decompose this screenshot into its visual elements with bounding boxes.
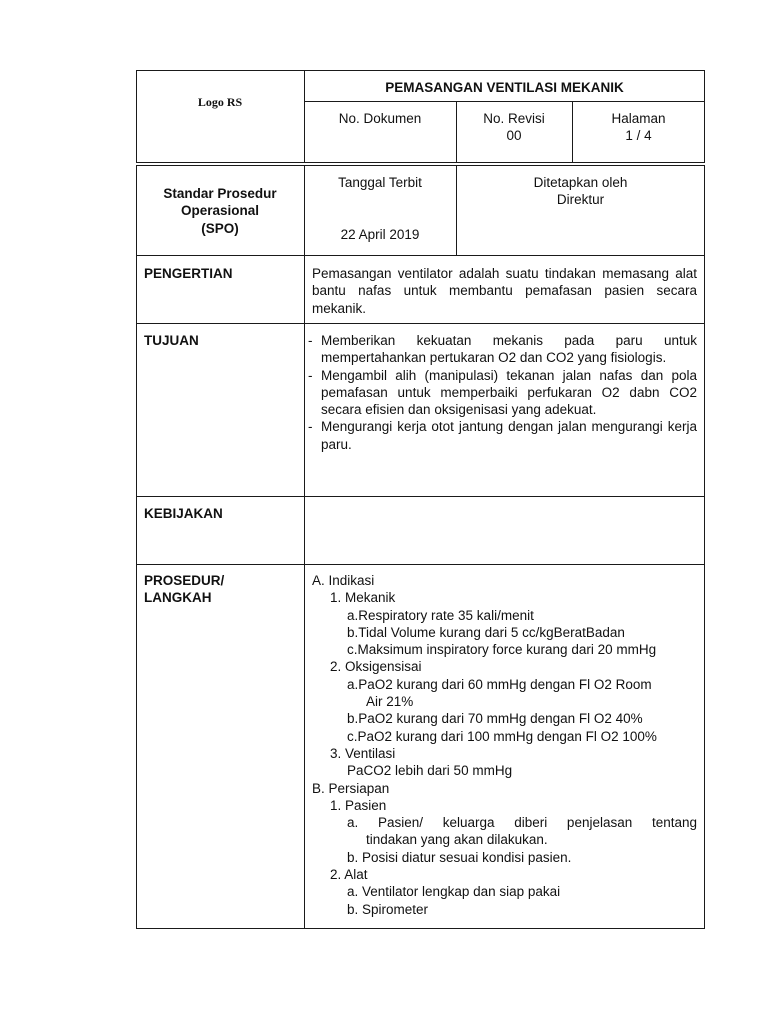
- approved-by: [456, 174, 705, 209]
- step-a2-title: 2. Oksigensisai: [330, 659, 422, 675]
- spo-title-line-2: Operasional: [180, 203, 260, 219]
- approved-by-line-1: Ditetapkan oleh: [533, 175, 628, 190]
- page-value: 1 / 4: [625, 128, 652, 143]
- step-a2b: b.PaO2 kurang dari 70 mmHg dengan Fl O2 40%: [347, 711, 643, 727]
- step-b1a-text: a. Pasien/ keluarga diberi penjelasan tentang: [347, 815, 697, 831]
- approved-by-line-2: Direktur: [556, 192, 605, 208]
- tujuan-list: [308, 332, 697, 453]
- tujuan-item-text: Memberikan kekuatan mekanis pada paru untuk mempertahankan pertukaran O2 dan CO2 yang fisiologis.: [321, 333, 697, 366]
- document-title: PEMASANGAN VENTILASI MEKANIK: [385, 80, 624, 95]
- step-b1a-cont: tindakan yang akan dilakukan.: [366, 832, 548, 848]
- row-divider-3: [136, 496, 705, 497]
- row-divider-4: [136, 564, 705, 565]
- tujuan-item-text: Mengurangi kerja otot jantung dengan jalan mengurangi kerja paru.: [321, 419, 697, 452]
- spo-title-line-1: Standar Prosedur: [163, 186, 277, 201]
- header-title-divider: [304, 101, 705, 102]
- page-label: Halaman: [611, 111, 666, 126]
- step-a2a: a.PaO2 kurang dari 60 mmHg dengan Fl O2 Room: [347, 676, 652, 692]
- tujuan-item: [308, 367, 697, 419]
- step-b2-title: 2. Alat: [330, 867, 368, 883]
- step-b-title: B. Persiapan: [312, 780, 390, 796]
- step-b1b: b. Posisi diatur sesuai kondisi pasien.: [347, 849, 572, 865]
- spo-title-line-3: (SPO): [201, 220, 239, 236]
- step-a1-title: 1. Mekanik: [330, 590, 396, 606]
- prosedur-list: [312, 572, 697, 918]
- step-a2a-cont: Air 21%: [366, 694, 414, 710]
- step-a2c: c.PaO2 kurang dari 100 mmHg dengan Fl O2 100%: [347, 728, 657, 744]
- section-label-tujuan: TUJUAN: [144, 333, 199, 348]
- step-b2b: b. Spirometer: [347, 901, 429, 917]
- step-a3-title: 3. Ventilasi: [330, 745, 396, 761]
- step-b2a: a. Ventilator lengkap dan siap pakai: [347, 884, 561, 900]
- section-label-kebijakan: KEBIJAKAN: [144, 506, 223, 521]
- tujuan-item-text: Mengambil alih (manipulasi) tekanan jalan nafas dan pola pemafasan untuk memperbaiki perfukaran O2 dabn CO2 secara efisien dan oksigenisasi yang adekuat.: [321, 367, 697, 418]
- tujuan-item: [308, 418, 697, 453]
- list-bullet: -: [308, 333, 313, 348]
- revision-value: 00: [506, 128, 522, 143]
- section-label-prosedur: [144, 572, 224, 607]
- issue-date-label: Tanggal Terbit: [338, 175, 422, 190]
- revision-label: No. Revisi: [483, 111, 545, 126]
- step-a-title: A. Indikasi: [312, 573, 375, 588]
- label-column-divider: [304, 165, 305, 929]
- step-b1a: [312, 814, 697, 831]
- pengertian-text: Pemasangan ventilator adalah suatu tindakan memasang alat bantu nafas untuk membantu pemafasan pasien secara mekanik.: [312, 266, 697, 316]
- prosedur-label-line-2: LANGKAH: [144, 590, 212, 606]
- list-bullet: -: [308, 419, 313, 435]
- step-a1b: b.Tidal Volume kurang dari 5 cc/kgBeratBadan: [347, 624, 625, 640]
- step-a1a: a.Respiratory rate 35 kali/menit: [347, 607, 534, 623]
- step-a3-text: PaCO2 lebih dari 50 mmHg: [347, 763, 513, 779]
- spo-title: [136, 185, 304, 237]
- step-b1-title: 1. Pasien: [330, 797, 387, 813]
- issue-date: 22 April 2019: [340, 227, 420, 242]
- section-label-pengertian: PENGERTIAN: [144, 266, 233, 281]
- hospital-logo: Logo RS: [197, 95, 243, 109]
- prosedur-label-line-1: PROSEDUR/: [144, 573, 225, 588]
- list-bullet: -: [308, 367, 313, 383]
- row-divider-1: [136, 255, 705, 256]
- document-number-label: No. Dokumen: [338, 111, 422, 126]
- tujuan-item: [308, 332, 697, 367]
- step-a1c: c.Maksimum inspiratory force kurang dari 20 mmHg: [347, 642, 657, 658]
- row-divider-2: [136, 323, 705, 324]
